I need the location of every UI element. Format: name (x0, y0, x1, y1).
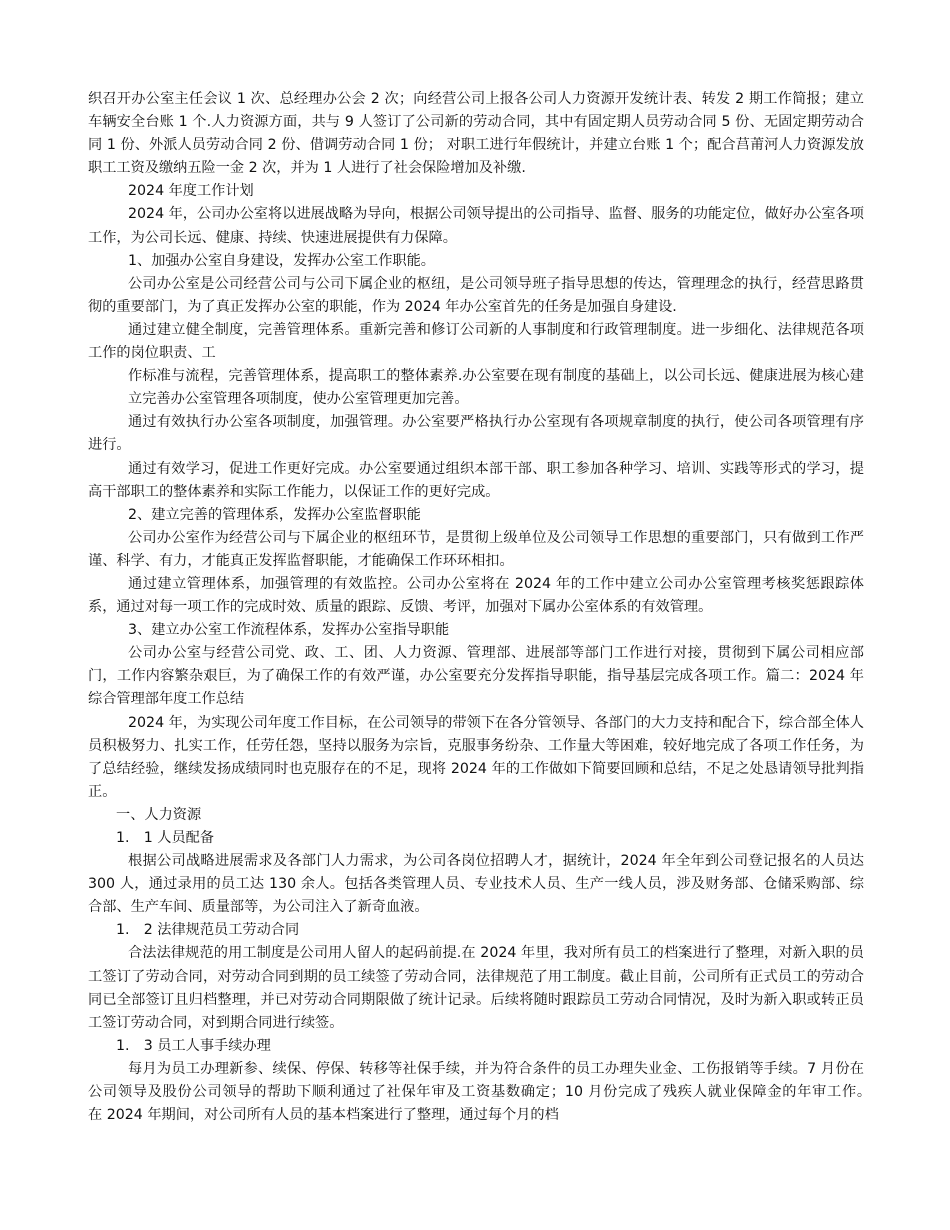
heading-labor-contracts: 1. 2 法律规范员工劳动合同 (116, 922, 300, 939)
heading-hr-procedures: 1. 3 员工人事手续办理 (116, 1037, 271, 1054)
paragraph-staffing: 根据公司战略进展需求及各部门人力需求，为公司各岗位招聘人才，据统计，2024 年全年到公司登记报名的人员达 300 人，通过录用的员工达 130 余人。包括各类管理人员、专业技术人员、生产一线人员，涉及财务部、仓储采购部、综合部、生产车间、质量部等，为公司注入了新奇血液。 (88, 853, 869, 916)
heading-section-3: 3、建立办公室工作流程体系，发挥办公室指导职能 (128, 622, 450, 639)
paragraph-admin-summary: 织召开办公室主任会议 1 次、总经理办公会 2 次；向经营公司上报各公司人力资源开发统计表、转发 2 期工作简报；建立车辆安全台账 1 个.人力资源方面，共与 9 人签订了公司新的劳动合同，其中有固定期人员劳动合同 5 份、无固定期劳动合同 1 份、外派人员劳动合同 2 份、借调劳动合同 1 份； 对职工进行年假统计，并建立台账 1 个；配合莒莆河人力资源发放职工工资及缴纳五险一金 2 次，并为 1 人进行了社会保险增加及补缴. (88, 91, 864, 177)
paragraph-system-building: 通过建立健全制度，完善管理体系。重新完善和修订公司新的人事制度和行政管理制度。进一步细化、法律规范各项工作的岗位职责、工 (88, 321, 864, 362)
document-body (88, 88, 907, 1127)
paragraph-2024-summary: 2024 年，为实现公司年度工作目标，在公司领导的带领下在各分管领导、各部门的大力支持和配合下，综合部全体人员积极努力、扎实工作，任劳任怨，坚持以服务为宗旨，克服事务纷杂、工作量大等困难，较好地完成了各项工作任务，为了总结经验，继续发扬成绩同时也克服存在的不足，现将 2024 年的工作做如下简要回顾和总结，不足之处恳请领导批判指正。 (88, 714, 864, 800)
heading-human-resources: 一、人力资源 (116, 806, 202, 823)
paragraph-labor-contracts: 合法法律规范的用工制度是公司用人留人的起码前提.在 2024 年里，我对所有员工的档案进行了整理，对新入职的员工签订了劳动合同，对劳动合同到期的员工续签了劳动合同，法律规范了用工制度。截止目前，公司所有正式员工的劳动合同已全部签订且归档整理，并已对劳动合同期限做了统计记录。后续将随时跟踪员工劳动合同情况，及时为新入职或转正员工签订劳动合同，对到期合同进行续签。 (88, 945, 864, 1031)
heading-staffing: 1. 1 人员配备 (116, 830, 215, 846)
paragraph-work-standards: 作标准与流程，完善管理体系，提高职工的整体素养.办公室要在现有制度的基础上，以公司长远、健康进展为核心建立完善办公室管理各项制度，使办公室管理更加完善。 (128, 368, 864, 408)
heading-2024-plan: 2024 年度工作计划 (128, 183, 254, 200)
paragraph-plan-intro: 2024 年，公司办公室将以进展战略为导向，根据公司领导提出的公司指导、监督、服务的功能定位，做好办公室各项工作，为公司长远、健康、持续、快速进展提供有力保障。 (88, 206, 864, 246)
paragraph-execution: 通过有效执行办公室各项制度，加强管理。办公室要严格执行办公室现有各项规章制度的执行，使公司各项管理有序进行。 (88, 414, 864, 454)
paragraph-workflow: 公司办公室与经营公司党、政、工、团、人力资源、管理部、进展部等部门工作进行对接，贯彻到下属公司相应部门，工作内容繁杂艰巨，为了确保工作的有效严谨，办公室要充分发挥指导职能，指导基层完成各项工作。篇二：2024 年综合管理部年度工作总结 (88, 645, 864, 708)
heading-section-2: 2、建立完善的管理体系，发挥办公室监督职能 (128, 506, 421, 523)
paragraph-learning: 通过有效学习，促进工作更好完成。办公室要通过组织本部干部、职工参加各种学习、培训、实践等形式的学习，提高干部职工的整体素养和实际工作能力，以保证工作的更好完成。 (88, 460, 864, 500)
heading-section-1: 1、加强办公室自身建设，发挥办公室工作职能。 (128, 252, 435, 269)
paragraph-supervision: 公司办公室作为经营公司与下属企业的枢纽环节，是贯彻上级单位及公司领导工作思想的重要部门，只有做到工作严谨、科学、有力，才能真正发挥监督职能，才能确保工作环环相扣。 (88, 529, 864, 569)
paragraph-office-role: 公司办公室是公司经营公司与公司下属企业的枢纽，是公司领导班子指导思想的传达，管理理念的执行，经营思路贯彻的重要部门，为了真正发挥办公室的职能，作为 2024 年办公室首先的任务是加强自身建设. (88, 275, 864, 315)
paragraph-hr-procedures: 每月为员工办理新参、续保、停保、转移等社保手续，并为符合条件的员工办理失业金、工伤报销等手续。7 月份在公司领导及股份公司领导的帮助下顺利通过了社保年审及工资基数确定；10 月份完成了残疾人就业保障金的年审工作。 在 2024 年期间，对公司所有人员的基本档案进行了整理，通过每个月的档 (88, 1060, 907, 1124)
paragraph-monitoring: 通过建立管理体系，加强管理的有效监控。公司办公室将在 2024 年的工作中建立公司办公室管理考核奖惩跟踪体系，通过对每一项工作的完成时效、质量的跟踪、反馈、考评，加强对下属办公室体系的有效管理。 (88, 575, 864, 616)
